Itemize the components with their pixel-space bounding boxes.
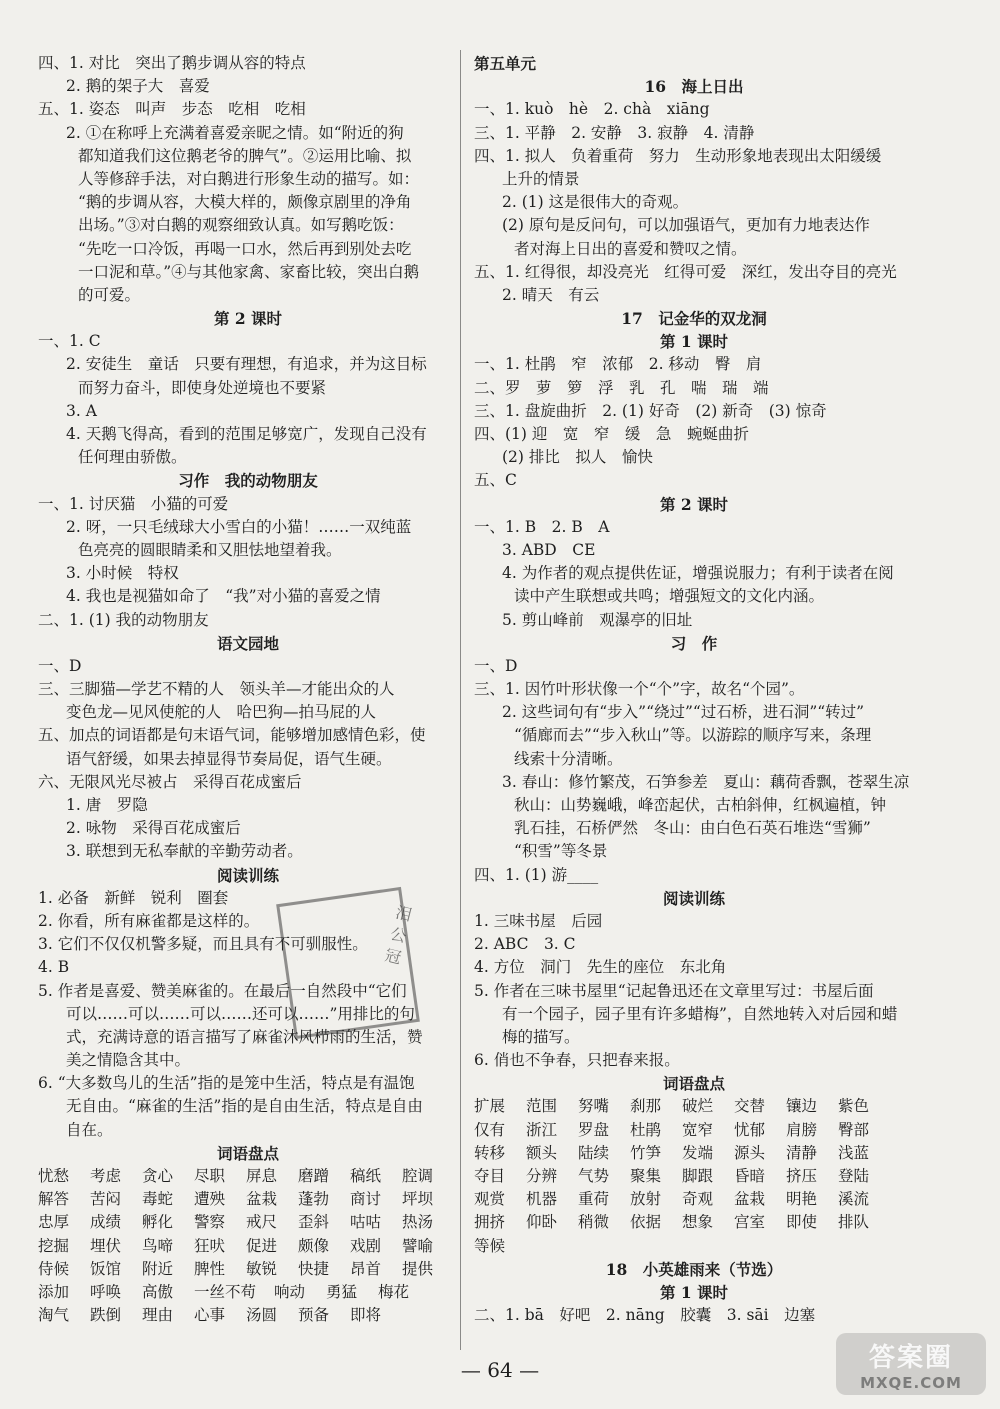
word-item: 脾性 — [194, 1259, 226, 1278]
word-item: 罗盘 — [578, 1120, 610, 1139]
answer-line: 2. 你看，所有麻雀都是这样的。 — [38, 911, 260, 930]
answer-line: 6. “大多数鸟儿的生活”指的是笼中生活，特点是有温饱 — [38, 1074, 415, 1093]
answer-line: 二、1. bā 好吧 2. nāng 胶囊 3. sāi 边塞 — [474, 1306, 816, 1325]
section-heading: 第 2 课时 — [213, 309, 283, 329]
word-item: 仅有 — [474, 1120, 506, 1139]
word-item: 扩展 — [474, 1097, 506, 1116]
word-item: 毒蛇 — [142, 1190, 174, 1209]
section-heading: 阅读训练 — [662, 888, 725, 908]
answer-line: 5. 剪山峰前 观瀑亭的旧址 — [502, 610, 693, 629]
word-item: 排队 — [838, 1213, 870, 1232]
answer-line: 一、1. C — [38, 332, 101, 351]
word-item: 狂吠 — [194, 1236, 226, 1255]
word-item: 交替 — [734, 1097, 766, 1116]
word-item: 响动 — [274, 1283, 306, 1302]
word-item: 孵化 — [142, 1213, 174, 1232]
answer-line: 一、1. B 2. B A — [474, 517, 610, 536]
answer-line: 无自由。“麻雀的生活”指的是自由生活，特点是自由 — [66, 1097, 423, 1116]
answer-line: 六、无限风光尽被占 采得百花成蜜后 — [38, 772, 302, 791]
answer-line: 三、三脚猫—学艺不精的人 领头羊—才能出众的人 — [38, 680, 395, 699]
word-item: 侍候 — [38, 1259, 70, 1278]
word-item: 戒尺 — [246, 1213, 278, 1232]
answer-line: 3. 春山：修竹繁茂，石笋参差 夏山：藕荷香飘，苍翠生凉 — [502, 772, 910, 791]
section-heading: 阅读训练 — [216, 865, 279, 885]
word-item: 埋伏 — [90, 1236, 122, 1255]
word-item: 跌倒 — [90, 1306, 122, 1325]
word-item: 譬喻 — [402, 1236, 434, 1255]
word-item: 仰卧 — [526, 1213, 558, 1232]
answer-line: 2. ABC 3. C — [474, 935, 576, 954]
answer-line: 者对海上日出的喜爱和赞叹之情。 — [514, 239, 747, 258]
word-item: 颇像 — [298, 1236, 330, 1255]
word-item: 溪流 — [838, 1190, 870, 1209]
word-item: 重荷 — [578, 1190, 610, 1209]
word-item: 勇猛 — [326, 1283, 358, 1302]
answer-line: 二、罗 萝 箩 浮 乳 孔 喘 瑞 端 — [474, 378, 769, 397]
answer-line: 式，充满诗意的语言描写了麻雀沐风栉雨的生活，赞 — [66, 1027, 423, 1046]
answer-line: 五、1. 姿态 叫声 步态 吃相 吃相 — [38, 100, 306, 119]
word-item: 提供 — [402, 1259, 434, 1278]
answer-line: 1. 三味书屋 后园 — [474, 911, 603, 930]
answer-line: 可以……可以……可以……还可以……”用排比的句 — [66, 1004, 415, 1023]
answer-line: 四、1. 拟人 负着重荷 努力 生动形象地表现出太阳缓缓 — [474, 146, 882, 165]
answer-line: 4. 我也是视猫如命了 “我”对小猫的喜爱之情 — [66, 587, 381, 606]
answer-line: 2. 晴天 有云 — [502, 285, 600, 304]
word-item: 稍微 — [578, 1213, 610, 1232]
answer-line: 出场。”③对白鹅的观察细致认真。如写鹅吃饭： — [78, 216, 404, 235]
answer-line: 5. 作者是喜爱、赞美麻雀的。在最后一自然段中“它们 — [38, 981, 407, 1000]
word-item: 破烂 — [682, 1097, 714, 1116]
answer-line: 变色龙—见风使舵的人 哈巴狗—拍马屁的人 — [66, 703, 377, 722]
answer-line: 二、1. (1) 我的动物朋友 — [38, 610, 209, 629]
word-item: 商讨 — [350, 1190, 382, 1209]
answer-line: 四、1. 对比 突出了鹅步调从容的特点 — [38, 54, 306, 72]
word-item: 拥挤 — [474, 1213, 506, 1232]
word-item: 尽职 — [194, 1167, 226, 1185]
word-list — [38, 1165, 458, 1327]
answer-line: 3. ABD CE — [502, 540, 596, 559]
word-item: 奇观 — [682, 1190, 714, 1209]
section-heading: 习作 我的动物朋友 — [178, 471, 318, 491]
word-item: 转移 — [474, 1143, 506, 1162]
section-heading: 词语盘点 — [662, 1074, 725, 1094]
watermark-title: 答案圈 — [868, 1342, 953, 1373]
word-item: 挖掘 — [38, 1236, 70, 1255]
word-item: 紫色 — [838, 1097, 870, 1116]
word-item: 腔调 — [402, 1167, 434, 1185]
word-item: 宽窄 — [682, 1120, 714, 1139]
word-item: 气势 — [578, 1167, 610, 1186]
word-item: 即将 — [350, 1306, 382, 1325]
word-item: 肩膀 — [786, 1120, 818, 1139]
answer-line: 一、1. 杜鹃 窄 浓郁 2. 移动 臀 肩 — [474, 355, 762, 374]
answer-line: 2. ①在称呼上充满着喜爱亲昵之情。如“附近的狗 — [66, 123, 404, 142]
word-item: 浅蓝 — [838, 1143, 870, 1162]
word-item: 稿纸 — [350, 1167, 382, 1185]
word-item: 浙江 — [526, 1120, 558, 1139]
answer-line: 上升的情景 — [502, 169, 580, 188]
answer-line: 而努力奋斗，即使身处逆境也不要紧 — [78, 378, 327, 397]
word-item: 戏剧 — [350, 1236, 382, 1255]
word-item: 歪斜 — [298, 1213, 330, 1232]
word-item: 饭馆 — [90, 1259, 122, 1278]
answer-line: 自在。 — [66, 1120, 113, 1139]
word-item: 源头 — [734, 1143, 766, 1162]
word-item: 梅花 — [378, 1283, 410, 1302]
column-divider — [460, 50, 461, 1350]
lesson-title: 17 记金华的双龙洞 — [621, 309, 767, 329]
word-item: 呼唤 — [90, 1283, 122, 1302]
word-item: 快捷 — [298, 1259, 330, 1278]
answer-line: 2. 这些词句有“步入”“绕过”“过石桥，进石洞”“转过” — [502, 703, 865, 722]
answer-line: 一、1. kuò hè 2. chà xiāng — [474, 100, 710, 119]
word-item: 忧愁 — [38, 1167, 70, 1185]
word-item: 鸟啼 — [142, 1236, 174, 1255]
answer-line: 四、(1) 迎 宽 窄 缓 急 蜿蜒曲折 — [474, 425, 749, 443]
unit-heading: 第五单元 — [474, 54, 537, 73]
word-item: 分辨 — [526, 1167, 558, 1186]
word-item: 竹笋 — [630, 1143, 662, 1162]
word-item: 解答 — [38, 1190, 70, 1209]
word-item: 额头 — [526, 1143, 558, 1162]
stamp-lettering: 泪 公 冠 — [383, 902, 414, 968]
word-item: 心事 — [194, 1306, 226, 1325]
word-item: 聚集 — [630, 1167, 662, 1186]
word-item: 陆续 — [578, 1143, 610, 1162]
word-item: 汤圆 — [246, 1306, 278, 1325]
answer-line: 秋山：山势巍峨，峰峦起伏，古柏斜伸，红枫遍植，钟 — [514, 796, 887, 814]
word-item: 机器 — [526, 1190, 558, 1209]
answer-line: 3. 联想到无私奉献的辛勤劳动者。 — [66, 842, 303, 861]
word-item: 放射 — [630, 1190, 662, 1209]
word-item: 宫室 — [734, 1213, 766, 1232]
word-item: 想象 — [682, 1213, 714, 1232]
right-column — [474, 52, 914, 1327]
answer-line: 2. 安徒生 童话 只要有理想，有追求，并为这目标 — [66, 355, 427, 374]
lesson-title: 18 小英雄雨来（节选） — [605, 1259, 783, 1279]
word-item: 夺目 — [474, 1167, 506, 1186]
word-item: 观赏 — [474, 1190, 506, 1209]
answer-line: 2. (1) 这是很伟大的奇观。 — [502, 193, 689, 212]
watermark-url: MXQE.COM — [860, 1373, 962, 1392]
word-item: 忧郁 — [734, 1120, 766, 1139]
word-item: 磨蹭 — [298, 1167, 330, 1185]
left-column — [38, 52, 458, 1327]
word-list — [474, 1095, 914, 1257]
word-item: 遭殃 — [194, 1190, 226, 1209]
answer-line: 3. 小时候 特权 — [66, 564, 179, 583]
answer-line: 三、1. 因竹叶形状像一个“个”字，故名“个园”。 — [474, 680, 805, 699]
word-item: 镶边 — [786, 1097, 818, 1116]
word-item: 即使 — [786, 1213, 818, 1232]
answer-line: “循廊而去”“步入秋山”等。以游踪的顺序写来，条理 — [514, 726, 872, 745]
word-item: 高傲 — [142, 1283, 174, 1302]
answer-line: 线索十分清晰。 — [514, 749, 623, 768]
answer-line: 2. 鹅的架子大 喜爱 — [66, 77, 210, 96]
answer-line: (2) 排比 拟人 愉快 — [502, 448, 653, 467]
word-item: 考虑 — [90, 1167, 122, 1185]
section-heading: 习 作 — [670, 633, 718, 653]
answer-line: 一、D — [474, 656, 518, 675]
word-item: 坪坝 — [402, 1190, 434, 1209]
answer-line: 任何理由骄傲。 — [78, 448, 187, 467]
word-item: 屏息 — [246, 1167, 278, 1185]
word-item: 敏锐 — [246, 1259, 278, 1278]
word-item: 蓬勃 — [298, 1190, 330, 1209]
answer-line: “积雪”等冬景 — [514, 842, 608, 861]
section-heading: 第 1 课时 — [659, 1283, 729, 1303]
answer-line: (2) 原句是反问句，可以加强语气，更加有力地表达作 — [502, 216, 870, 235]
word-item: 登陆 — [838, 1167, 870, 1186]
lesson-title: 16 海上日出 — [644, 77, 744, 97]
word-item: 一丝不苟 — [194, 1283, 257, 1302]
word-item: 热汤 — [402, 1213, 434, 1232]
word-item: 促进 — [246, 1236, 278, 1255]
section-heading: 第 1 课时 — [659, 332, 729, 352]
answer-line: “先吃一口冷饭，再喝一口水，然后再到别处去吃 — [78, 239, 412, 258]
word-item: 预备 — [298, 1306, 330, 1325]
answer-line: 都知道我们这位鹅老爷的脾气”。②运用比喻、拟 — [78, 146, 412, 165]
word-item: 范围 — [526, 1097, 558, 1116]
answer-line: 五、加点的词语都是句末语气词，能够增加感情色彩，使 — [38, 726, 426, 745]
answer-line: 三、1. 平静 2. 安静 3. 寂静 4. 清静 — [474, 123, 755, 142]
word-item: 昏暗 — [734, 1167, 766, 1186]
answer-line: 1. 必备 新鲜 锐利 圈套 — [38, 888, 229, 907]
word-item: 附近 — [142, 1259, 174, 1278]
word-item: 发端 — [682, 1143, 714, 1162]
answer-line: 四、1. (1) 游____ — [474, 865, 599, 884]
answer-line: 2. 呀，一只毛绒球大小雪白的小猫！……一双纯蓝 — [66, 517, 412, 536]
word-item: 杜鹃 — [630, 1120, 662, 1139]
word-item: 苦闷 — [90, 1190, 122, 1209]
answer-line: 一、1. 讨厌猫 小猫的可爱 — [38, 494, 229, 513]
answer-line: 4. B — [38, 958, 70, 977]
answer-line: 一、D — [38, 656, 82, 675]
section-heading: 第 2 课时 — [659, 494, 729, 514]
answer-line: 1. 唐 罗隐 — [66, 796, 148, 814]
word-item: 明艳 — [786, 1190, 818, 1209]
answer-line: 色亮亮的圆眼睛柔和又胆怯地望着我。 — [78, 540, 342, 559]
answer-line: 2. 咏物 采得百花成蜜后 — [66, 819, 241, 838]
word-item: 昂首 — [350, 1259, 382, 1278]
word-item: 努嘴 — [578, 1097, 610, 1116]
answer-line: 人等修辞手法，对白鹅进行形象生动的描写。如： — [78, 169, 420, 188]
answer-line: 一口泥和草。”④与其他家禽、家畜比较，突出白鹅 — [78, 262, 420, 281]
answer-line: “鹅的步调从容，大模大样的，颇像京剧里的净角 — [78, 193, 412, 212]
answer-line: 6. 俏也不争春，只把春来报。 — [474, 1051, 680, 1070]
word-item: 等候 — [474, 1236, 506, 1255]
word-item: 忠厚 — [38, 1213, 70, 1232]
word-item: 警察 — [194, 1213, 226, 1232]
word-item: 成绩 — [90, 1213, 122, 1232]
page-number: — 64 — — [460, 1358, 540, 1382]
word-item: 依据 — [630, 1213, 662, 1232]
word-item: 淘气 — [38, 1306, 70, 1325]
word-item: 贪心 — [142, 1167, 174, 1185]
word-item: 咕咕 — [350, 1213, 382, 1232]
answer-line: 有一个园子，园子里有许多蜡梅”，自然地转入对后园和蜡 — [502, 1004, 898, 1023]
section-heading: 语文园地 — [216, 633, 279, 653]
word-item: 清静 — [786, 1143, 818, 1162]
word-item: 刹那 — [630, 1097, 662, 1116]
section-heading: 词语盘点 — [216, 1143, 279, 1163]
word-item: 理由 — [142, 1306, 174, 1325]
word-item: 脚跟 — [682, 1167, 714, 1186]
word-item: 臀部 — [838, 1120, 870, 1139]
answer-line: 4. 方位 洞门 先生的座位 东北角 — [474, 958, 727, 977]
answer-line: 美之情隐含其中。 — [66, 1051, 191, 1070]
answer-line: 的可爱。 — [78, 285, 141, 304]
watermark-logo — [836, 1333, 986, 1395]
answer-line: 五、1. 红得很，却没亮光 红得可爱 深红，发出夺目的亮光 — [474, 262, 897, 281]
answer-line: 4. 天鹅飞得高，看到的范围足够宽广，发现自己没有 — [66, 425, 427, 443]
answer-line: 3. 它们不仅仅机警多疑，而且具有不可驯服性。 — [38, 935, 368, 954]
word-item: 挤压 — [786, 1167, 818, 1186]
answer-line: 5. 作者在三味书屋里“记起鲁迅还在文章里写过：书屋后面 — [474, 981, 874, 1000]
answer-line: 语气舒缓，如果去掉显得节奏局促，语气生硬。 — [66, 749, 392, 768]
word-item: 盆栽 — [246, 1190, 278, 1209]
answer-line: 五、C — [474, 471, 517, 490]
answer-line: 梅的描写。 — [502, 1027, 580, 1046]
word-item: 盆栽 — [734, 1190, 766, 1209]
answer-line: 3. A — [66, 401, 97, 420]
answer-line: 读中产生联想或共鸣；增强短文的文化内涵。 — [514, 587, 825, 606]
answer-line: 乳石挂，石桥俨然 冬山：由白色石英石堆迭“雪狮” — [514, 819, 871, 838]
answer-line: 4. 为作者的观点提供佐证，增强说服力；有利于读者在阅 — [502, 564, 894, 583]
word-item: 添加 — [38, 1283, 70, 1302]
answer-line: 三、1. 盘旋曲折 2. (1) 好奇 (2) 新奇 (3) 惊奇 — [474, 401, 827, 420]
